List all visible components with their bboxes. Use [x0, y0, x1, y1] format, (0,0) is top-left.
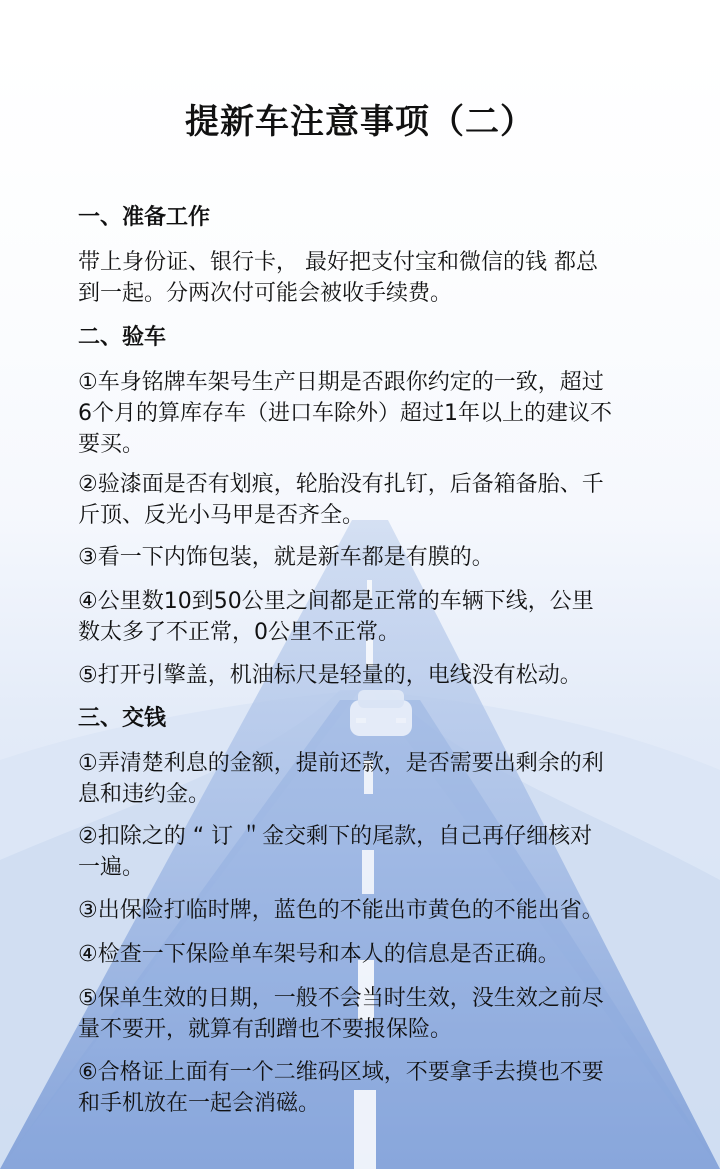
paragraph	[78, 660, 668, 691]
paragraph-line: 息和违约金。	[78, 782, 211, 807]
paragraph	[78, 542, 668, 573]
paragraph	[78, 469, 668, 531]
paragraph-line: ③出保险打临时牌，蓝色的不能出市黄色的不能出省。	[78, 898, 604, 923]
section-heading: 三、交钱	[78, 706, 167, 731]
paragraph-line: 要买。	[78, 432, 145, 457]
paragraph-line: 6个月的算库存车（进口车除外）超过1年以上的建议不	[78, 401, 612, 426]
paragraph-line: ③看一下内饰包装，就是新车都是有膜的。	[78, 545, 494, 570]
paragraph-line: ④检查一下保险单车架号和本人的信息是否正确。	[78, 942, 560, 967]
paragraph-line: 斤顶、反光小马甲是否齐全。	[78, 503, 365, 528]
paragraph-line: 到一起。分两次付可能会被收手续费。	[78, 281, 453, 306]
paragraph	[78, 586, 668, 648]
paragraph-line: ⑤打开引擎盖，机油标尺是轻量的，电线没有松动。	[78, 663, 582, 688]
section-heading: 二、验车	[78, 325, 167, 350]
paragraph	[78, 939, 668, 970]
paragraph-line: 一遍。	[78, 855, 145, 880]
section-heading: 一、准备工作	[78, 205, 211, 230]
page-title: 提新车注意事项（二）	[185, 102, 535, 142]
paragraph	[78, 821, 668, 883]
paragraph-line: 量不要开，就算有刮蹭也不要报保险。	[78, 1017, 453, 1042]
paragraph-line: ④公里数10到50公里之间都是正常的车辆下线，公里	[78, 589, 594, 614]
paragraph-line: 数太多了不正常，0公里不正常。	[78, 620, 400, 645]
paragraph-line: ②验漆面是否有划痕，轮胎没有扎钉，后备箱备胎、千	[78, 472, 604, 497]
paragraph-line: ②扣除之的 “ 订 ＂金交剩下的尾款，自己再仔细核对	[78, 824, 593, 849]
paragraph	[78, 1057, 668, 1119]
paragraph-line: 带上身份证、银行卡， 最好把支付宝和微信的钱 都总	[78, 250, 598, 275]
paragraph-line: ①弄清楚利息的金额，提前还款，是否需要出剩余的利	[78, 751, 604, 776]
paragraph-line: ①车身铭牌车架号生产日期是否跟你约定的一致，超过	[78, 370, 604, 395]
paragraph	[78, 247, 668, 309]
paragraph-line: 和手机放在一起会消磁。	[78, 1091, 321, 1116]
paragraph	[78, 367, 668, 460]
paragraph-line: ⑥合格证上面有一个二维码区域，不要拿手去摸也不要	[78, 1060, 604, 1085]
paragraph	[78, 983, 668, 1045]
paragraph	[78, 748, 668, 810]
paragraph-line: ⑤保单生效的日期，一般不会当时生效，没生效之前尽	[78, 986, 604, 1011]
paragraph	[78, 895, 668, 926]
